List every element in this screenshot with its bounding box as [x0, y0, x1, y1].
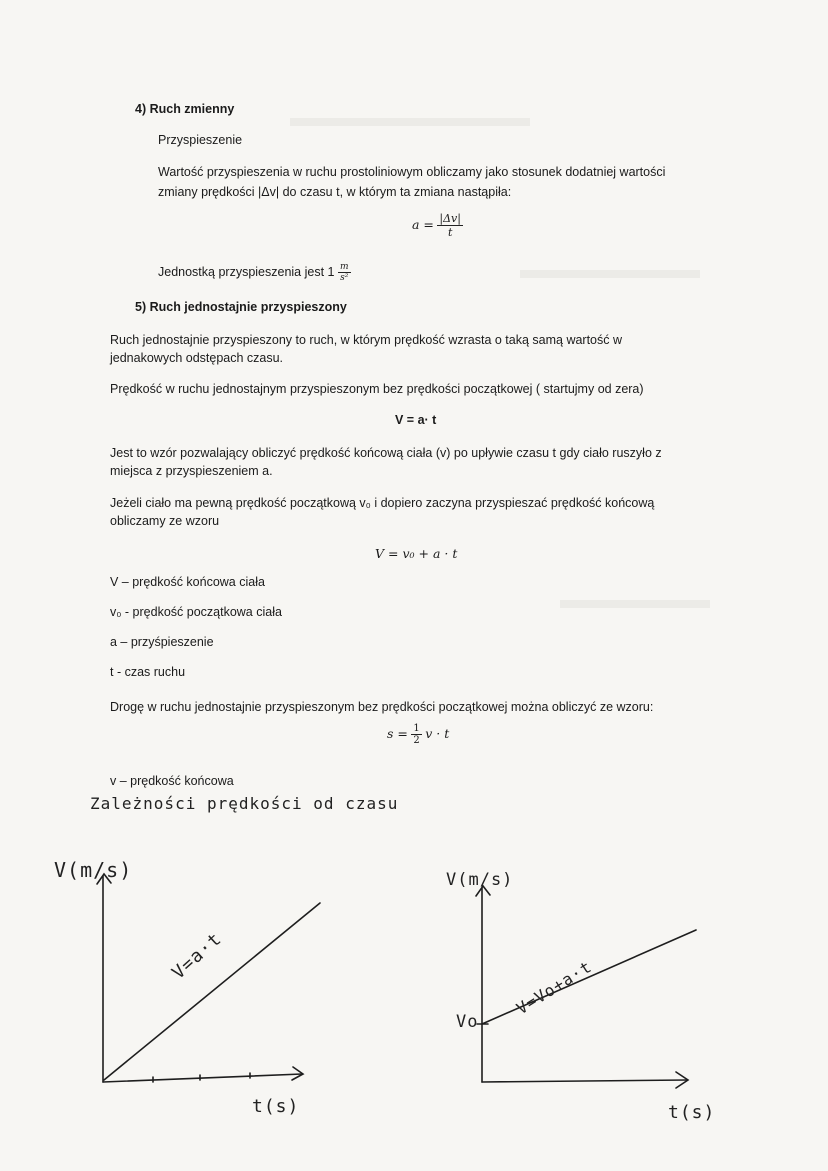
paragraph-line: Jest to wzór pozwalający obliczyć prędkość końcową ciała (v) po upływie czasu t gdy ciało ruszyło z	[110, 446, 662, 460]
paragraph-line: Wartość przyspieszenia w ruchu prostoliniowym obliczamy jako stosunek dodatniej wartości	[158, 165, 666, 179]
right-graph-x-label: t(s)	[668, 1102, 716, 1123]
fraction-denominator: t	[447, 226, 453, 239]
paragraph-line: obliczamy ze wzoru	[110, 514, 220, 528]
legend-item: v – prędkość końcowa	[110, 774, 234, 788]
legend-item: V – prędkość końcowa ciała	[110, 575, 265, 589]
legend-item: a – przyśpieszenie	[110, 635, 214, 649]
right-graph-y-label: V(m/s)	[446, 870, 514, 890]
legend-item: v₀ - prędkość początkowa ciała	[110, 605, 282, 619]
paragraph-line: zmiany prędkości |Δv| do czasu t, w którym ta zmiana nastąpiła:	[158, 185, 512, 199]
paragraph-line: miejsca z przyspieszeniem a.	[110, 464, 273, 478]
unit-denominator: s²	[340, 273, 349, 283]
unit-sentence-text: Jednostką przyspieszenia jest 1	[158, 264, 335, 279]
paragraph-line: Jeżeli ciało ma pewną prędkość początkową v₀ i dopiero zaczyna przyspieszać prędkość końcową	[110, 496, 655, 510]
left-graph-y-label: V(m/s)	[54, 858, 133, 882]
left-graph-x-label: t(s)	[252, 1096, 300, 1117]
right-graph-v0-label: Vo	[456, 1012, 479, 1032]
formula-lhs: s =	[387, 725, 408, 741]
formula-lhs: a =	[412, 216, 434, 232]
fraction-numerator: 1	[413, 723, 420, 734]
right-graph-line	[482, 930, 696, 1024]
unit-numerator: m	[339, 262, 349, 272]
section-5-heading: 5) Ruch jednostajnie przyspieszony	[135, 300, 347, 314]
right-graph-line-label: V=Vo+a·t	[513, 956, 596, 1019]
paragraph-line: jednakowych odstępach czasu.	[110, 351, 284, 365]
right-graph-x-axis	[482, 1080, 687, 1082]
legend-item: t - czas ruchu	[110, 665, 186, 679]
paragraph-line: Drogę w ruchu jednostajnie przyspieszonym bez prędkości początkowej można obliczyć ze wzoru:	[110, 700, 654, 714]
formula-v-at: V = a· t	[395, 413, 437, 427]
handwritten-graph-title: Zależności prędkości od czasu	[90, 794, 399, 813]
section-4-heading: 4) Ruch zmienny	[135, 102, 235, 116]
fraction-numerator: |Δv|	[439, 212, 461, 225]
formula-v-v0-at: V = v₀ + a · t	[375, 546, 458, 561]
fraction-denominator: 2	[413, 735, 420, 746]
formula-rhs: v · t	[425, 725, 450, 741]
left-graph-x-axis	[103, 1074, 302, 1082]
paragraph-line: Ruch jednostajnie przyspieszony to ruch, w którym prędkość wzrasta o taką samą wartość w	[110, 333, 623, 347]
left-graph-line-label: V=a·t	[168, 928, 227, 984]
paragraph-line: Prędkość w ruchu jednostajnym przyspieszonym bez prędkości początkowej ( startujmy od zera)	[110, 382, 644, 396]
subheading-przyspieszenie: Przyspieszenie	[158, 133, 243, 147]
